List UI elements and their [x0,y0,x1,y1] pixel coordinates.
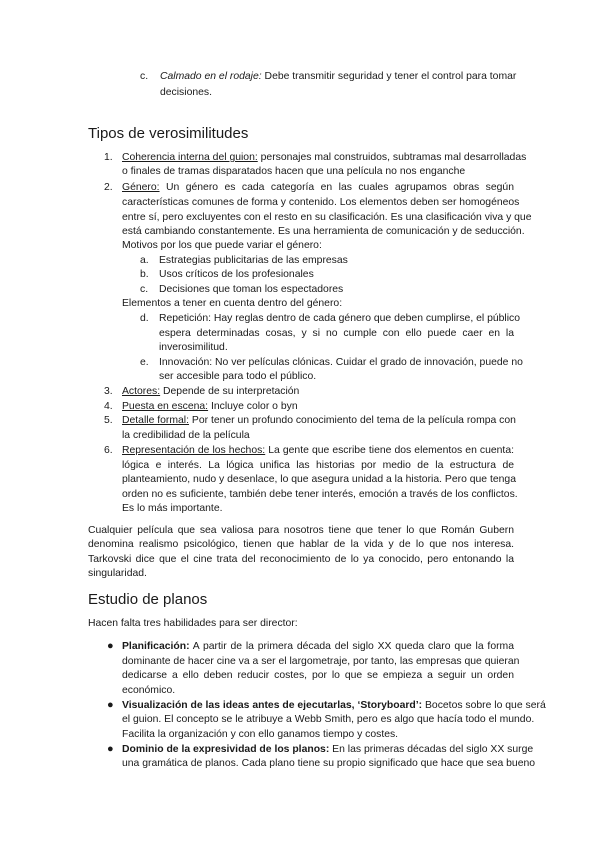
list-item-3 [122,385,299,399]
item-label: Calmado en el rodaje: [160,71,262,82]
item-label: Género: [122,182,160,193]
list-number: 5. [104,415,113,426]
paragraph-line: Tarkovski dice que el cine trata del reconocimiento de lo ya conocido, pero entonando la [88,554,514,565]
item-text: En las primeras décadas del siglo XX surge [329,744,534,755]
sub-item: Repetición: Hay reglas dentro de cada género que deben cumplirse, el público [159,313,521,324]
section-heading: Estudio de planos [88,591,208,608]
item-label: Coherencia interna del guion: [122,152,258,163]
bullet-item [122,699,546,713]
item-label: Dominio de la expresividad de los planos: [122,744,330,755]
sub-item-continued: inverosimilitud. [159,342,228,353]
list-number: 1. [104,152,113,163]
bullet-item-continued: dedicarse a ello deben reducir costes, por lo que se empieza a seguir un orden [122,670,514,681]
item-label: Actores: [122,386,161,397]
item-text-continued: orden no es suficiente, también debe tener interés, emoción a través de los conflictos. [122,489,518,500]
item-text-continued: Es lo más importante. [122,503,223,514]
list-number: 6. [104,445,113,456]
section-heading: Tipos de verosimilitudes [88,125,249,142]
list-item-5 [122,414,516,428]
item-text-continued: características comunes de forma y contenido. Los elementos deben ser homogéneos [122,197,520,208]
item-label: Planificación: [122,641,190,652]
list-item-6 [122,444,514,458]
list-item-1 [122,151,526,165]
bullet-item-continued: el guion. El concepto se le atribuye a Webb Smith, pero es algo que hacía todo el mundo. [122,714,535,725]
list-number: 4. [104,401,113,412]
item-text: La gente que escribe tiene dos elementos en cuenta: [265,445,514,456]
bullet-icon: ● [107,640,114,652]
list-number: 3. [104,386,113,397]
bullet-item [122,640,514,654]
item-label: Representación de los hechos: [122,445,266,456]
bullet-item-continued: una gramática de planos. Cada plano tiene su propio significado que hace que sea bueno [122,758,536,769]
intro-text: Hacen falta tres habilidades para ser director: [88,618,298,629]
bullet-icon: ● [107,743,114,755]
item-text: A partir de la primera década del siglo XX queda claro que la forma [189,641,514,652]
list-marker: b. [140,269,149,280]
item-text: personajes mal construidos, subtramas mal desarrolladas [257,152,527,163]
item-text-continued: entre sí, pero excluyentes con el resto en su clasificación. Es una clasificación viva y que [122,212,532,223]
sub-item-continued: espera determinadas cosas, y si no cumple con ello puede caer en la [159,328,514,339]
sub-item-continued: ser accesible para todo el público. [159,371,317,382]
item-text: Debe transmitir seguridad y tener el control para tomar [261,71,517,82]
list-marker: d. [140,313,149,324]
list-number: 2. [104,182,113,193]
item-text-continued: Motivos por los que puede variar el género: [122,240,322,251]
list-marker: c. [140,284,149,295]
list-item-2 [122,181,514,195]
item-text-continued: Elementos a tener en cuenta dentro del género: [122,298,343,309]
item-text-continued: planteamiento, nudo y desenlace, lo que asegura unidad a la historia. Pero que tenga [122,474,516,485]
list-marker: a. [140,255,149,266]
item-text: Bocetos sobre lo que será [422,700,546,711]
item-text-continued: o finales de tramas disparatados hacen que una película no nos enganche [122,166,466,177]
item-text-continued: la credibilidad de la película [122,430,250,441]
list-marker: e. [140,357,149,368]
list-item-4 [122,400,298,414]
item-label: Puesta en escena: [122,401,209,412]
paragraph-line: singularidad. [88,568,147,579]
bullet-item-continued: económico. [122,685,176,696]
item-text: Un género es cada categoría en las cuales agrupamos obras según [159,182,514,193]
bullet-item-continued: Facilita la organización y con ello ganamos tiempo y costes. [122,729,399,740]
item-label: Detalle formal: [122,415,189,426]
list-marker: c. [140,71,149,82]
sub-item: Innovación: No ver películas clónicas. Cuidar el grado de innovación, puede no [159,357,523,368]
bullet-item [122,743,533,757]
sub-item: Decisiones que toman los espectadores [159,284,344,295]
item-text: Depende de su interpretación [160,386,300,397]
item-text-continued: lógica e interés. La lógica unifica las historias por medio de la estructura de [122,460,514,471]
item-text-continued: decisiones. [160,87,212,98]
item-text-continued: está cambiando constantemente. Es una herramienta de comunicación y de seducción. [122,226,525,237]
paragraph-line: Cualquier película que sea valiosa para nosotros tiene que tener lo que Román Gubern [88,525,514,536]
item-text: Por tener un profundo conocimiento del tema de la película rompa con [189,415,516,426]
sub-item: Estrategias publicitarias de las empresas [159,255,348,266]
list-item-c [160,70,516,84]
item-label: Visualización de las ideas antes de ejecutarlas, ‘Storyboard’: [122,700,423,711]
paragraph-line: denomina realismo psicológico, tienen que hablar de la vida y de lo que nos interesa. [88,539,514,550]
item-text: Incluye color o byn [208,401,298,412]
bullet-item-continued: dominante de hacer cine va a ser el largometraje, por tanto, las empresas que quieran [122,656,520,667]
sub-item: Usos críticos de los profesionales [159,269,314,280]
bullet-icon: ● [107,699,114,711]
